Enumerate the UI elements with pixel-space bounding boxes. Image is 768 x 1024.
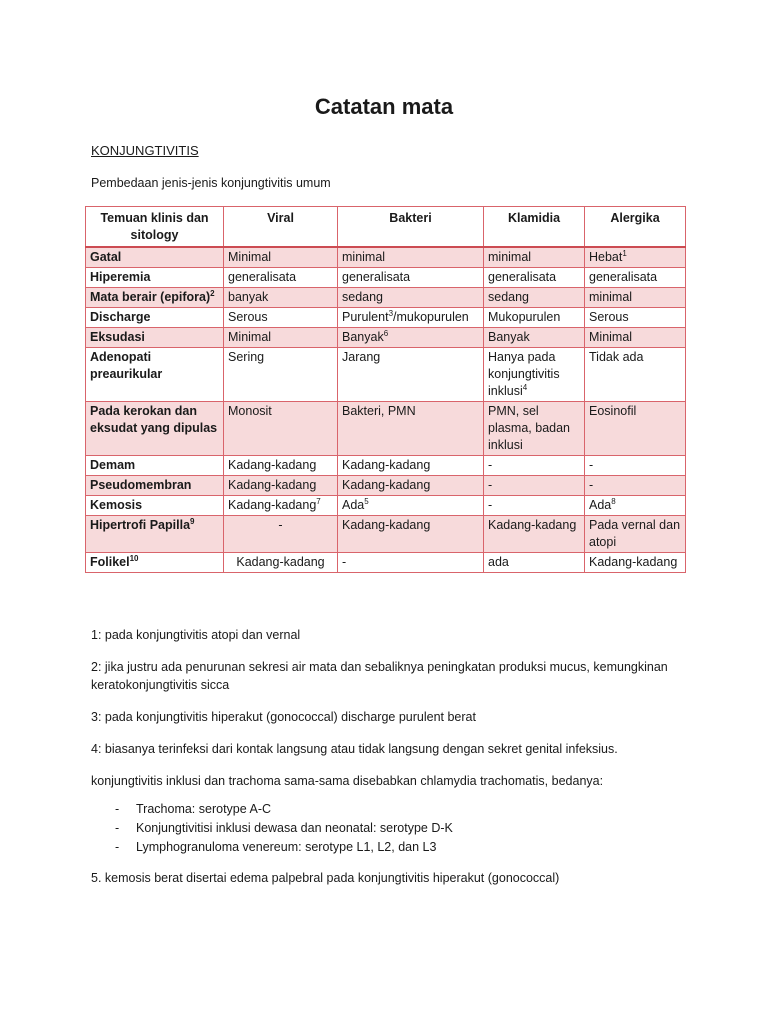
table-cell bbox=[585, 328, 686, 348]
table-cell bbox=[338, 288, 484, 308]
table-cell bbox=[484, 496, 585, 516]
table-row bbox=[86, 308, 686, 328]
table-header-row bbox=[86, 207, 686, 248]
table-cell bbox=[585, 516, 686, 553]
row-label bbox=[86, 308, 224, 328]
section-heading: KONJUNGTIVITIS bbox=[91, 143, 199, 158]
table-cell bbox=[338, 402, 484, 456]
table-cell bbox=[338, 348, 484, 402]
list-item-text: Lymphogranuloma venereum: serotype L1, L2, dan L3 bbox=[136, 840, 437, 854]
table-cell bbox=[338, 268, 484, 288]
table-cell bbox=[585, 402, 686, 456]
cell-text: - bbox=[278, 518, 283, 532]
table-cell bbox=[484, 516, 585, 553]
footnote-5: 5. kemosis berat disertai edema palpebral pada konjungtivitis hiperakut (gonococcal) bbox=[91, 871, 560, 885]
table-row bbox=[86, 553, 686, 573]
cell-text: Kadang-kadang bbox=[342, 478, 431, 492]
footnote-4: 4: biasanya terinfeksi dari kontak langsung atau tidak langsung dengan sekret genital infeksius. bbox=[91, 742, 618, 756]
table-cell bbox=[585, 288, 686, 308]
cell-text: generalisata bbox=[589, 270, 658, 284]
cell-text: - bbox=[488, 478, 493, 492]
table-cell bbox=[224, 402, 338, 456]
cell-text: generalisata bbox=[228, 270, 297, 284]
table-cell bbox=[224, 496, 338, 516]
cell-text: Minimal bbox=[589, 330, 633, 344]
cell-text: Pada vernal dan atopi bbox=[589, 518, 681, 549]
table-cell bbox=[224, 308, 338, 328]
comparison-table bbox=[85, 206, 686, 573]
cell-text: sedang bbox=[488, 290, 530, 304]
cell-text: ada bbox=[488, 555, 509, 569]
cell-text: PMN, sel plasma, badan inklusi bbox=[488, 404, 571, 452]
list-item bbox=[91, 800, 691, 819]
list-item-text: Konjungtivitisi inklusi dewasa dan neonatal: serotype D-K bbox=[136, 821, 453, 835]
bullet-dash: - bbox=[115, 840, 120, 854]
header-cell: Bakteri bbox=[338, 207, 484, 248]
row-label bbox=[86, 268, 224, 288]
cell-text: generalisata bbox=[488, 270, 557, 284]
table-cell bbox=[484, 288, 585, 308]
table-cell bbox=[585, 553, 686, 573]
table-row bbox=[86, 516, 686, 553]
cell-text: Minimal bbox=[228, 330, 272, 344]
table-row bbox=[86, 456, 686, 476]
table-cell bbox=[224, 288, 338, 308]
table-cell bbox=[338, 328, 484, 348]
table-cell bbox=[585, 308, 686, 328]
header-cell: Viral bbox=[224, 207, 338, 248]
cell-text: Kadang-kadang bbox=[228, 498, 317, 512]
row-label-text: Adenopati preaurikular bbox=[90, 350, 163, 381]
table-row bbox=[86, 247, 686, 268]
row-label bbox=[86, 402, 224, 456]
row-label-text: Pseudomembran bbox=[90, 478, 192, 492]
row-label bbox=[86, 348, 224, 402]
table-row bbox=[86, 496, 686, 516]
table-cell bbox=[484, 328, 585, 348]
table-cell bbox=[224, 553, 338, 573]
cell-text: Mukopurulen bbox=[488, 310, 561, 324]
table-row bbox=[86, 402, 686, 456]
table-cell bbox=[484, 348, 585, 402]
table-row bbox=[86, 476, 686, 496]
table-cell bbox=[484, 456, 585, 476]
row-label-text: Demam bbox=[90, 458, 136, 472]
row-label-text: Gatal bbox=[90, 250, 122, 264]
table-row bbox=[86, 328, 686, 348]
footnote-2: 2: jika justru ada penurunan sekresi air mata dan sebaliknya peningkatan produksi mucus, kemungkinan keratokonjungtivitis sicca bbox=[91, 660, 668, 692]
table-cell bbox=[338, 456, 484, 476]
row-label-text: Hiperemia bbox=[90, 270, 151, 284]
footnote-marker: 10 bbox=[129, 553, 139, 563]
table-cell bbox=[484, 308, 585, 328]
footnote-marker: 1 bbox=[622, 248, 627, 258]
cell-text-suffix: /mukopurulen bbox=[393, 310, 469, 324]
header-cell: Klamidia bbox=[484, 207, 585, 248]
table-cell bbox=[338, 247, 484, 268]
footnote-marker: 6 bbox=[383, 328, 389, 338]
bullet-dash: - bbox=[115, 802, 120, 816]
cell-text: generalisata bbox=[342, 270, 411, 284]
cell-text: - bbox=[589, 478, 594, 492]
table-row bbox=[86, 268, 686, 288]
bullet-dash: - bbox=[115, 821, 120, 835]
footnote-marker: 5 bbox=[364, 496, 369, 506]
cell-text: sedang bbox=[342, 290, 384, 304]
row-label-text: Eksudasi bbox=[90, 330, 145, 344]
table-cell bbox=[338, 516, 484, 553]
page-title: Catatan mata bbox=[314, 94, 454, 119]
cell-text: Sering bbox=[228, 350, 265, 364]
table-cell bbox=[484, 476, 585, 496]
cell-text: Monosit bbox=[228, 404, 272, 418]
table-cell bbox=[338, 553, 484, 573]
row-label-text: Hipertrofi Papilla bbox=[90, 518, 191, 532]
cell-text: Eosinofil bbox=[589, 404, 637, 418]
footnote-marker: 4 bbox=[522, 382, 528, 392]
table-cell bbox=[484, 553, 585, 573]
row-label-text: Folikel bbox=[90, 555, 130, 569]
chlamydia-intro: konjungtivitis inklusi dan trachoma sama-sama disebabkan chlamydia trachomatis, bedanya: bbox=[91, 774, 604, 788]
footnote-marker: 8 bbox=[611, 496, 616, 506]
table-cell bbox=[338, 496, 484, 516]
footnote-3: 3: pada konjungtivitis hiperakut (gonococcal) discharge purulent berat bbox=[91, 710, 476, 724]
row-label bbox=[86, 553, 224, 573]
table-row bbox=[86, 348, 686, 402]
cell-text: Minimal bbox=[228, 250, 272, 264]
row-label bbox=[86, 288, 224, 308]
table-cell bbox=[484, 402, 585, 456]
row-label bbox=[86, 328, 224, 348]
cell-text: minimal bbox=[342, 250, 386, 264]
table-cell bbox=[338, 308, 484, 328]
row-label bbox=[86, 496, 224, 516]
table-cell bbox=[224, 247, 338, 268]
cell-text: Ada bbox=[589, 498, 612, 512]
footnote-marker: 7 bbox=[316, 496, 321, 506]
cell-text: Kadang-kadang bbox=[236, 555, 325, 569]
table-body bbox=[86, 247, 686, 573]
row-label bbox=[86, 476, 224, 496]
cell-text: minimal bbox=[589, 290, 633, 304]
footnotes bbox=[91, 626, 691, 901]
row-label-text: Pada kerokan dan eksudat yang dipulas bbox=[90, 404, 218, 435]
table-cell bbox=[585, 476, 686, 496]
header-cell: Alergika bbox=[585, 207, 686, 248]
table-cell bbox=[224, 268, 338, 288]
table-cell bbox=[585, 496, 686, 516]
table-cell bbox=[585, 268, 686, 288]
table-row bbox=[86, 288, 686, 308]
cell-text: - bbox=[488, 458, 493, 472]
cell-text: Tidak ada bbox=[589, 350, 644, 364]
cell-text: Hebat bbox=[589, 250, 623, 264]
cell-text: Bakteri, PMN bbox=[342, 404, 416, 418]
cell-text: Banyak bbox=[488, 330, 530, 344]
list-item bbox=[91, 838, 691, 857]
cell-text: Serous bbox=[228, 310, 268, 324]
table-cell bbox=[224, 476, 338, 496]
table-cell bbox=[585, 348, 686, 402]
cell-text: Jarang bbox=[342, 350, 381, 364]
cell-text: Serous bbox=[589, 310, 629, 324]
serotype-list bbox=[91, 800, 691, 857]
list-item-text: Trachoma: serotype A-C bbox=[136, 802, 272, 816]
table-cell bbox=[484, 247, 585, 268]
table-cell bbox=[484, 268, 585, 288]
footnote-1: 1: pada konjungtivitis atopi dan vernal bbox=[91, 628, 301, 642]
cell-text: Kadang-kadang bbox=[228, 478, 317, 492]
table-cell bbox=[338, 476, 484, 496]
row-label-text: Kemosis bbox=[90, 498, 143, 512]
cell-text: Banyak bbox=[342, 330, 384, 344]
cell-text: Ada bbox=[342, 498, 365, 512]
cell-text: Kadang-kadang bbox=[488, 518, 577, 532]
cell-text: minimal bbox=[488, 250, 532, 264]
intro-text: Pembedaan jenis-jenis konjungtivitis umum bbox=[91, 176, 331, 190]
cell-text: Purulent bbox=[342, 310, 389, 324]
cell-text: banyak bbox=[228, 290, 269, 304]
footnote-marker: 2 bbox=[210, 288, 215, 298]
row-label-text: Mata berair (epifora) bbox=[90, 290, 211, 304]
table-cell bbox=[224, 456, 338, 476]
footnote-marker: 9 bbox=[190, 516, 195, 526]
cell-text: Kadang-kadang bbox=[228, 458, 317, 472]
table-cell bbox=[585, 456, 686, 476]
table-cell bbox=[585, 247, 686, 268]
cell-text: - bbox=[342, 555, 347, 569]
footnote-marker: 3 bbox=[388, 308, 394, 318]
cell-text: Kadang-kadang bbox=[342, 518, 431, 532]
cell-text: - bbox=[589, 458, 594, 472]
row-label bbox=[86, 247, 224, 268]
list-item bbox=[91, 819, 691, 838]
cell-text: - bbox=[488, 498, 493, 512]
cell-text: Hanya pada konjungtivitis inklusi bbox=[488, 350, 560, 398]
header-cell: Temuan klinis dan sitology bbox=[86, 207, 224, 248]
table-cell bbox=[224, 516, 338, 553]
table-cell bbox=[224, 328, 338, 348]
table-cell bbox=[224, 348, 338, 402]
row-label bbox=[86, 456, 224, 476]
row-label bbox=[86, 516, 224, 553]
cell-text: Kadang-kadang bbox=[589, 555, 678, 569]
cell-text: Kadang-kadang bbox=[342, 458, 431, 472]
row-label-text: Discharge bbox=[90, 310, 151, 324]
